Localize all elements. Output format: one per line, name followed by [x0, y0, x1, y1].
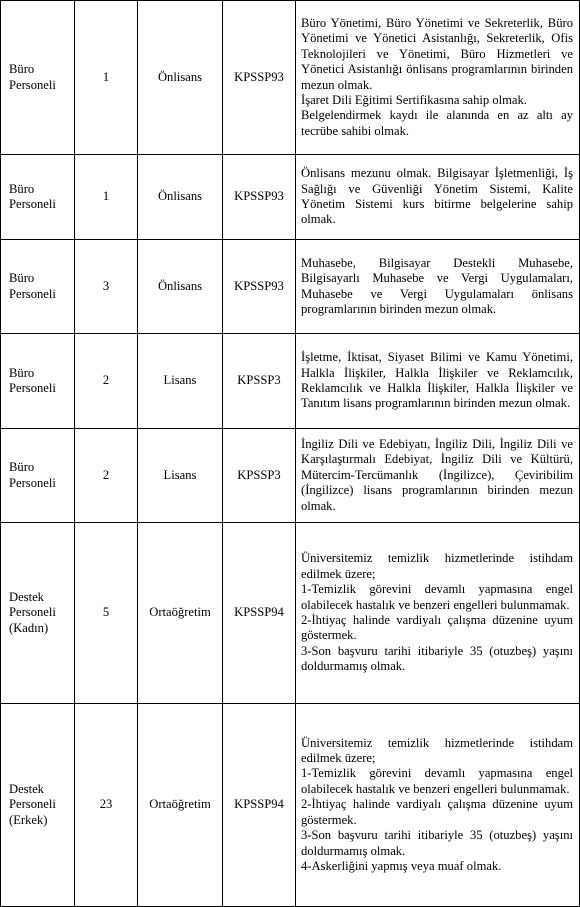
position-line: (Kadın): [9, 620, 49, 635]
position-line: Personeli: [9, 197, 56, 211]
position-line: Personeli: [9, 605, 56, 620]
education-cell: Önlisans: [138, 1, 223, 155]
count-cell: 2: [75, 334, 138, 429]
requirement-text: İşletme, İktisat, Siyaset Bilimi ve Kamu Yönetimi, Halkla İlişkiler, Halkla İlişkiler ve Reklamcılık, Reklamcılık ve Halkla İlişkiler, Halkla İlişkiler ve Tanıtım lisans programlarının birinden mezun olmak.: [301, 350, 573, 411]
kpss-cell: KPSSP94: [223, 704, 296, 907]
requirement-text: 1-Temizlik görevini devamlı yapmasına engel olabilecek hastalık ve benzeri engelleri bulunmamak.: [301, 582, 573, 612]
count-cell: 3: [75, 240, 138, 334]
education-cell: Ortaöğretim: [138, 704, 223, 907]
table-row: [1, 704, 580, 907]
education-cell: Lisans: [138, 334, 223, 429]
kpss-cell: KPSSP3: [223, 429, 296, 523]
position-cell: [1, 429, 75, 523]
requirement-text: 2-İhtiyaç halinde vardiyalı çalışma düzenine uyum göstermek.: [301, 613, 573, 643]
position-line: Personeli: [9, 797, 56, 812]
position-line: Personeli: [9, 286, 56, 301]
table-body: [1, 1, 580, 907]
position-cell: [1, 704, 75, 907]
position-line: Büro: [9, 460, 35, 475]
education-cell: Ortaöğretim: [138, 523, 223, 704]
requirement-text: 2-İhtiyaç halinde vardiyalı çalışma düzenine uyum göstermek.: [301, 797, 573, 827]
kpss-cell: KPSSP93: [223, 240, 296, 334]
education-cell: Önlisans: [138, 240, 223, 334]
position-line: Destek: [9, 781, 44, 796]
count-cell: 23: [75, 704, 138, 907]
requirement-text: 3-Son başvuru tarihi itibariyle 35 (otuzbeş) yaşını doldurmamış olmak.: [301, 643, 573, 674]
table-row: [1, 155, 580, 240]
requirement-text: Büro Yönetimi, Büro Yönetimi ve Sekreterlik, Büro Yönetimi ve Yönetici Asistanlığı, Sekreterlik, Ofis Teknolojileri ve Yönetimi, Büro Hizmetleri ve Yönetici Asistanlığı önlisans programlarının birinden mezun olmak.: [301, 15, 573, 92]
requirement-text: Üniversitemiz temizlik hizmetlerinde istihdam edilmek üzere;: [301, 551, 573, 581]
requirements-cell: [296, 704, 580, 907]
table-row: [1, 523, 580, 704]
requirements-cell: [296, 1, 580, 155]
position-line: Büro: [9, 365, 35, 380]
requirements-cell: [296, 155, 580, 240]
position-line: Personeli: [9, 77, 56, 92]
position-cell: [1, 334, 75, 429]
table-row: [1, 240, 580, 334]
position-line: Büro: [9, 181, 35, 196]
count-cell: 2: [75, 429, 138, 523]
requirements-cell: [296, 334, 580, 429]
requirement-text: İşaret Dili Eğitimi Sertifikasına sahip olmak.: [301, 92, 527, 107]
requirement-text: Üniversitemiz temizlik hizmetlerinde istihdam edilmek üzere;: [301, 735, 573, 766]
position-line: Destek: [9, 589, 44, 604]
position-line: Personeli: [9, 381, 56, 395]
table-row: [1, 334, 580, 429]
requirements-cell: [296, 240, 580, 334]
position-cell: [1, 1, 75, 155]
table-row: [1, 1, 580, 155]
position-line: (Erkek): [9, 812, 48, 827]
position-cell: [1, 523, 75, 704]
education-cell: Lisans: [138, 429, 223, 523]
position-line: Büro: [9, 271, 35, 286]
requirements-cell: [296, 523, 580, 704]
kpss-cell: KPSSP93: [223, 1, 296, 155]
kpss-cell: KPSSP94: [223, 523, 296, 704]
requirement-text: 3-Son başvuru tarihi itibariyle 35 (otuzbeş) yaşını doldurmamış olmak.: [301, 828, 573, 858]
count-cell: 1: [75, 1, 138, 155]
kpss-cell: KPSSP3: [223, 334, 296, 429]
kpss-cell: KPSSP93: [223, 155, 296, 240]
count-cell: 5: [75, 523, 138, 704]
requirement-text: Belgelendirmek kaydı ile alanında en az altı ay tecrübe sahibi olmak.: [301, 108, 573, 138]
position-line: Personeli: [9, 475, 56, 490]
position-line: Büro: [9, 62, 35, 77]
table-row: [1, 429, 580, 523]
requirement-text: 1-Temizlik görevini devamlı yapmasına engel olabilecek hastalık ve benzeri engelleri bulunmamak.: [301, 766, 573, 796]
requirements-cell: [296, 429, 580, 523]
position-cell: [1, 155, 75, 240]
count-cell: 1: [75, 155, 138, 240]
requirement-text: Önlisans mezunu olmak. Bilgisayar İşletmenliği, İş Sağlığı ve Güvenliği Yönetim Sistemi, Kalite Yönetim Sistemi kurs bitirme belgelerine sahip olmak.: [301, 166, 573, 227]
requirement-text: Muhasebe, Bilgisayar Destekli Muhasebe, Bilgisayarlı Muhasebe ve Vergi Uygulamaları, Muhasebe ve Vergi Uygulamaları önlisans programlarının birinden mezun olmak.: [301, 255, 573, 316]
education-cell: Önlisans: [138, 155, 223, 240]
requirement-text: İngiliz Dili ve Edebiyatı, İngiliz Dili, İngiliz Dili ve Karşılaştırmalı Edebiyat, İngiliz Dili ve Kültürü, Mütercim-Tercümanlık (İngilizce), Çeviribilim (İngilizce) lisans programlarının birinden mezun olmak.: [301, 436, 573, 513]
position-cell: [1, 240, 75, 334]
requirement-text: 4-Askerliğini yapmış veya muaf olmak.: [301, 858, 502, 873]
